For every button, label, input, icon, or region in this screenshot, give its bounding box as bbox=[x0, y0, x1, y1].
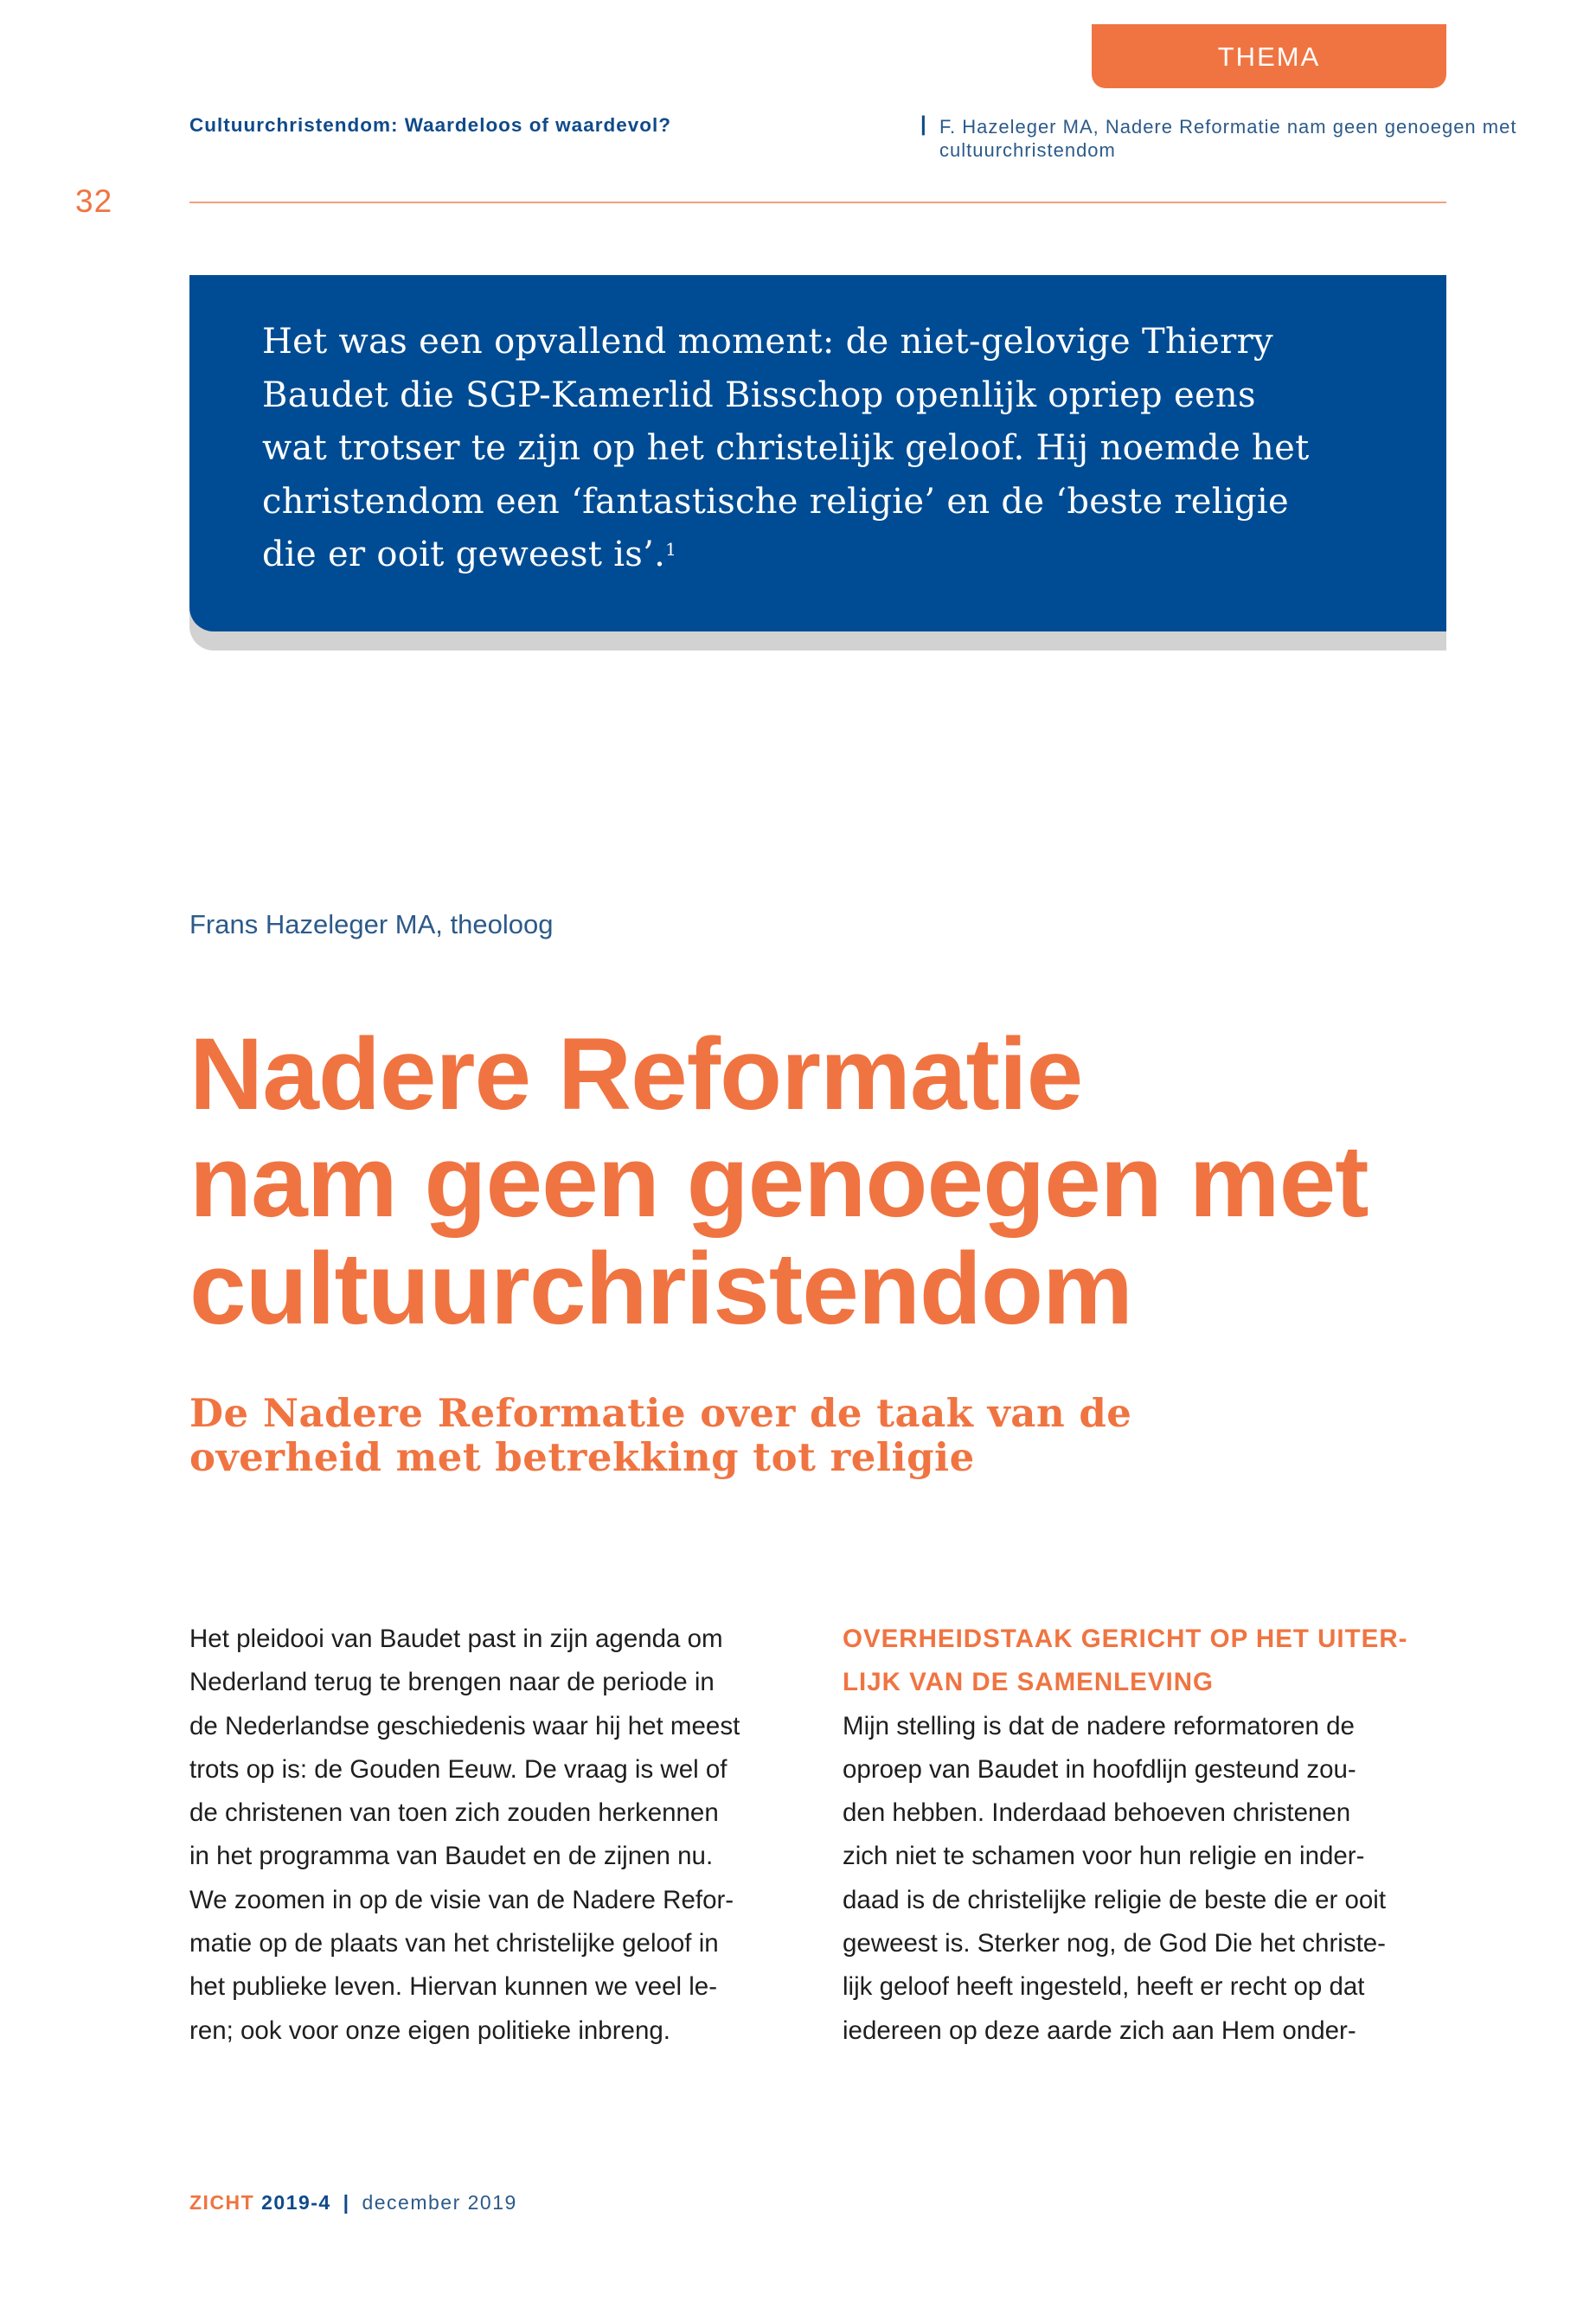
section-heading-line: LIJK VAN DE SAMENLEVING bbox=[843, 1668, 1214, 1697]
body-line: ren; ook voor onze eigen politieke inbreng. bbox=[189, 2016, 670, 2045]
body-line: de Nederlandse geschiedenis waar hij het meest bbox=[189, 1711, 740, 1740]
body-line: oproep van Baudet in hoofdlijn gesteund zou- bbox=[843, 1754, 1356, 1784]
page-number: 32 bbox=[75, 183, 113, 219]
body-line: zich niet te schamen voor hun religie en inder- bbox=[843, 1842, 1365, 1871]
body-line: matie op de plaats van het christelijke geloof in bbox=[189, 1929, 719, 1958]
author-byline: Frans Hazeleger MA, theoloog bbox=[189, 909, 554, 939]
body-line: geweest is. Sterker nog, de God Die het christe- bbox=[843, 1929, 1386, 1958]
body-line: het publieke leven. Hiervan kunnen we veel le- bbox=[189, 1972, 718, 2002]
section-tab-thema: THEMA bbox=[1092, 24, 1446, 88]
title-line: nam geen genoegen met bbox=[189, 1125, 1368, 1239]
header-divider bbox=[189, 202, 1446, 203]
body-line: in het programma van Baudet en de zijnen nu. bbox=[189, 1842, 714, 1871]
title-line: cultuurchristendom bbox=[189, 1232, 1132, 1346]
body-line: Mijn stelling is dat de nadere reformatoren de bbox=[843, 1711, 1355, 1740]
body-line: Het pleidooi van Baudet past in zijn agenda om bbox=[189, 1625, 723, 1653]
body-line: We zoomen in op de visie van de Nadere Refor- bbox=[189, 1885, 734, 1914]
intro-box bbox=[189, 275, 1446, 631]
article-reference-line: cultuurchristendom bbox=[939, 139, 1116, 161]
body-line: trots op is: de Gouden Eeuw. De vraag is wel of bbox=[189, 1754, 727, 1784]
intro-line: Baudet die SGP-Kamerlid Bisschop openlijk opriep eens bbox=[262, 375, 1256, 415]
issue-date: december 2019 bbox=[362, 2191, 517, 2214]
body-line: iedereen op deze aarde zich aan Hem onder- bbox=[843, 2016, 1356, 2045]
body-line: de christenen van toen zich zouden herkennen bbox=[189, 1798, 719, 1828]
body-column-left bbox=[189, 1618, 793, 2053]
intro-line-last bbox=[262, 529, 1377, 582]
intro-line: Het was een opvallend moment: de niet-gelovige Thierry bbox=[262, 322, 1273, 362]
body-line: lijk geloof heeft ingesteld, heeft er recht op dat bbox=[843, 1972, 1365, 2002]
intro-line: wat trotser te zijn op het christelijk geloof. Hij noemde het bbox=[262, 428, 1310, 468]
page-footer bbox=[189, 2191, 517, 2214]
intro-line: die er ooit geweest is’. bbox=[262, 535, 666, 574]
article-reference bbox=[939, 115, 1596, 162]
footer-separator: | bbox=[343, 2191, 350, 2214]
body-line: Nederland terug te brengen naar de periode in bbox=[189, 1668, 715, 1697]
section-heading-line: OVERHEIDSTAAK GERICHT OP HET UITER- bbox=[843, 1625, 1408, 1653]
series-title: Cultuurchristendom: Waardeloos of waardevol? bbox=[189, 114, 671, 136]
body-line: daad is de christelijke religie de beste die er ooit bbox=[843, 1885, 1387, 1914]
subtitle-line: De Nadere Reformatie over de taak van de bbox=[189, 1390, 1132, 1436]
magazine-name: ZICHT bbox=[189, 2191, 255, 2214]
intro-text bbox=[262, 316, 1377, 582]
title-line: Nadere Reformatie bbox=[189, 1017, 1083, 1131]
running-header bbox=[189, 111, 1517, 163]
section-heading bbox=[843, 1618, 1446, 1705]
article-title bbox=[189, 1017, 1446, 1346]
intro-line: christendom een ‘fantastische religie’ en de ‘beste religie bbox=[262, 481, 1289, 522]
body-column-right bbox=[843, 1618, 1446, 2053]
header-separator: | bbox=[920, 112, 926, 136]
body-line: den hebben. Inderdaad behoeven christenen bbox=[843, 1798, 1351, 1828]
subtitle-line: overheid met betrekking tot religie bbox=[189, 1434, 975, 1480]
article-reference-line: F. Hazeleger MA, Nadere Reformatie nam geen genoegen met bbox=[939, 116, 1517, 138]
article-subtitle bbox=[189, 1391, 1446, 1479]
footnote-marker[interactable]: 1 bbox=[665, 539, 677, 560]
issue-number: 2019-4 bbox=[261, 2191, 331, 2214]
